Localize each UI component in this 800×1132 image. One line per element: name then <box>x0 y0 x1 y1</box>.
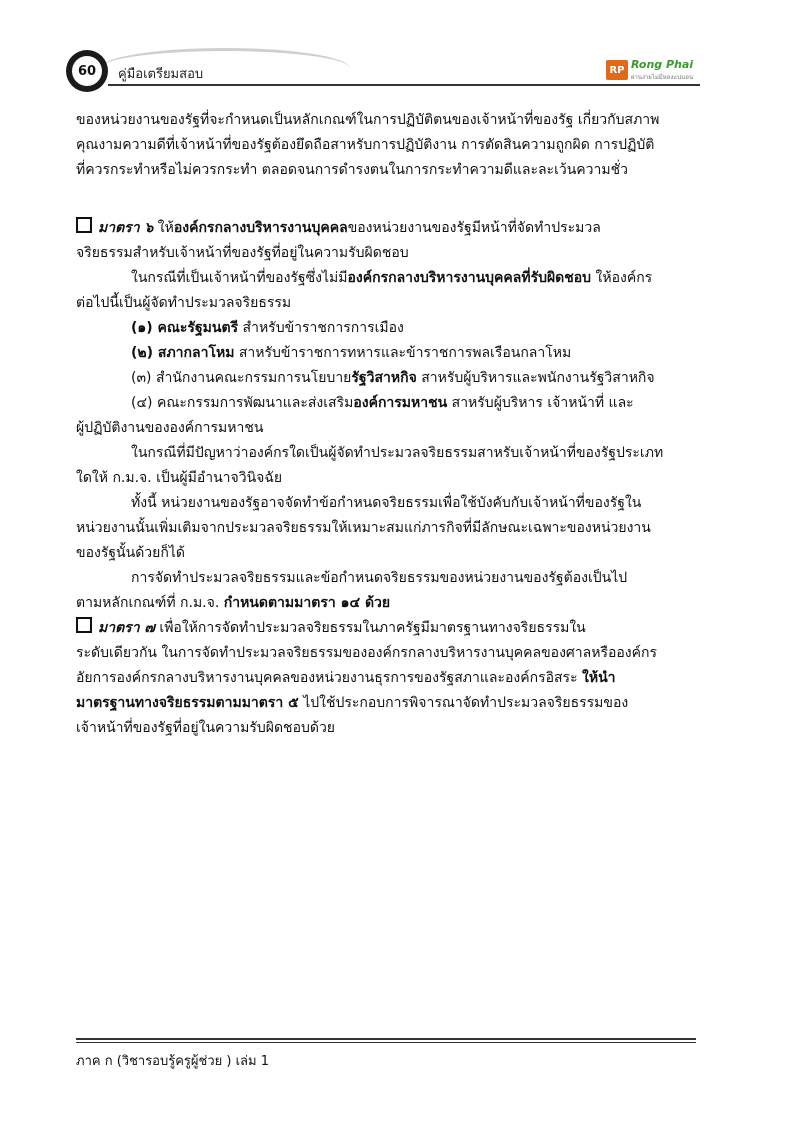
text-line: ที่ควรกระทำหรือไม่ควรกระทำ ตลอดจนการดำรงตนในการกระทำความดีและละเว้นความชั่ว <box>76 162 628 178</box>
text-line: การจัดทำประมวลจริยธรรมและข้อกำหนดจริยธรรมของหน่วยงานของรัฐต้องเป็นไป <box>131 570 628 586</box>
text-line: ตามหลักเกณฑ์ที่ ก.ม.จ. กำหนดตามมาตรา ๑๔ ด้วย <box>76 595 391 611</box>
text-line: เจ้าหน้าที่ของรัฐที่อยู่ในความรับผิดชอบด้วย <box>76 720 336 736</box>
footer-rule <box>76 1042 696 1043</box>
footer-rule <box>76 1038 696 1040</box>
list-item: (๓) สำนักงานคณะกรรมการนโยบายรัฐวิสาหกิจ สาหรับผู้บริหารและพนักงานรัฐวิสาหกิจ <box>131 370 655 386</box>
page-number: 60 <box>72 56 102 86</box>
spacer <box>76 183 700 208</box>
text-line: ในกรณีที่มีปัญหาว่าองค์กรใดเป็นผู้จัดทำประมวลจริยธรรมสาหรับเจ้าหน้าที่ของรัฐประเภท <box>131 445 664 461</box>
text-line: ทั้งนี้ หน่วยงานของรัฐอาจจัดทำข้อกำหนดจริยธรรมเพื่อใช้บังคับกับเจ้าหน้าที่ของรัฐใน <box>131 495 642 511</box>
header-title: คู่มือเตรียมสอบ <box>118 67 204 82</box>
section-7-heading: มาตรา ๗ เพื่อให้การจัดทำประมวลจริยธรรมในภาครัฐมีมาตรฐานทางจริยธรรมใน <box>76 616 700 641</box>
section-label: มาตรา ๖ <box>98 220 154 236</box>
text-line: มาตรฐานทางจริยธรรมตามมาตรา ๕ ไปใช้ประกอบการพิจารณาจัดทำประมวลจริยธรรมของ <box>76 695 629 711</box>
logo-tagline: ผ่านง่ายไม่มีหลงแน่นอน <box>631 74 694 81</box>
document-body <box>76 108 700 741</box>
checkbox-square-icon <box>76 217 92 233</box>
page-header <box>0 0 800 100</box>
spacer <box>76 208 700 216</box>
text-line: คุณงามความดีที่เจ้าหน้าที่ของรัฐต้องยึดถือสาหรับการปฏิบัติงาน การตัดสินความถูกผิด การปฏิบัติ <box>76 137 655 153</box>
text-line: อัยการองค์กรกลางบริหารงานบุคคลของหน่วยงานธุรการของรัฐสภาและองค์กรอิสระ ให้นำ <box>76 670 616 686</box>
text-line: ในกรณีที่เป็นเจ้าหน้าที่ของรัฐซึ่งไม่มีองค์กรกลางบริหารงานบุคคลที่รับผิดชอบ ให้องค์กร <box>131 270 653 286</box>
list-item: (๔) คณะกรรมการพัฒนาและส่งเสริมองค์การมหาชน สาหรับผู้บริหาร เจ้าหน้าที่ และ <box>131 395 634 411</box>
checkbox-square-icon <box>76 617 92 633</box>
logo-mark-icon: RP <box>606 60 628 80</box>
section-label: มาตรา ๗ <box>98 620 155 636</box>
text-line: ต่อไปนี้เป็นผู้จัดทำประมวลจริยธรรม <box>76 295 292 311</box>
text-line: ผู้ปฏิบัติงานขององค์การมหาชน <box>76 420 264 436</box>
text-line: ใดให้ ก.ม.จ. เป็นผู้มีอำนาจวินิจฉัย <box>76 470 283 486</box>
text-line: หน่วยงานนั้นเพิ่มเติมจากประมวลจริยธรรมให้เหมาะสมแก่ภารกิจที่มีลักษณะเฉพาะของหน่วยงาน <box>76 520 651 536</box>
section-6-heading: มาตรา ๖ ให้องค์กรกลางบริหารงานบุคคลของหน่วยงานของรัฐมีหน้าที่จัดทำประมวล <box>76 216 700 241</box>
text-line: จริยธรรมสำหรับเจ้าหน้าที่ของรัฐที่อยู่ในความรับผิดชอบ <box>76 245 409 261</box>
text-line: ของหน่วยงานของรัฐที่จะกำหนดเป็นหลักเกณฑ์ในการปฏิบัติตนของเจ้าหน้าที่ของรัฐ เกี่ยวกับสภาพ <box>76 112 660 128</box>
text-line: ของรัฐนั้นด้วยก็ได้ <box>76 545 185 561</box>
text-line: ระดับเดียวกัน ในการจัดทำประมวลจริยธรรมขององค์กรกลางบริหารงานบุคคลของศาลหรือองค์กร <box>76 645 657 661</box>
footer-text: ภาค ก (วิชารอบรู้ครูผู้ช่วย ) เล่ม 1 <box>76 1054 269 1069</box>
header-rule <box>108 84 700 86</box>
list-item: (๒) สภากลาโหม สาหรับข้าราชการทหารและข้าราชการพลเรือนกลาโหม <box>131 345 572 361</box>
publisher-logo <box>606 60 702 82</box>
list-item: (๑) คณะรัฐมนตรี สำหรับข้าราชการการเมือง <box>131 320 404 336</box>
page-number-badge <box>66 50 108 92</box>
logo-name: Rong Phai <box>631 58 694 71</box>
